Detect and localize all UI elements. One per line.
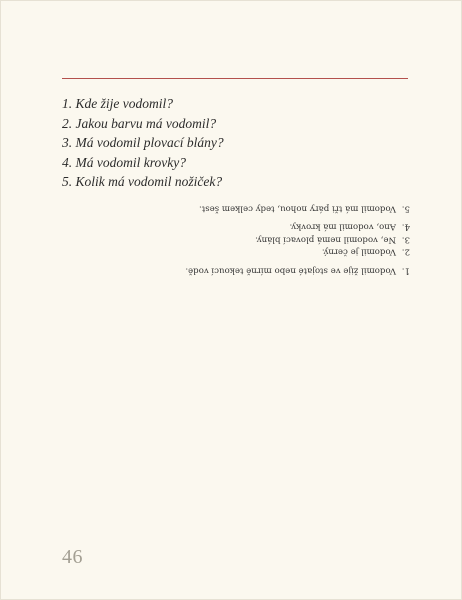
question-item: 2. Jakou barvu má vodomil? bbox=[62, 115, 217, 131]
answer-text: Vodomil má tři páry nohou, tedy celkem šest. bbox=[199, 203, 396, 214]
answer-number: 5. bbox=[401, 203, 410, 214]
answer-text: Vodomil je černý. bbox=[321, 247, 396, 257]
answer-item bbox=[138, 246, 410, 259]
answer-text: Vodomil žije ve stojaté nebo mírně tekoucí vodě. bbox=[185, 265, 396, 276]
answer-number: 1. bbox=[401, 265, 410, 276]
upside-down-answer-list bbox=[138, 202, 410, 277]
question-item: 4. Má vodomil krovky? bbox=[62, 154, 186, 170]
answer-number: 4. bbox=[401, 222, 410, 232]
page-number: 46 bbox=[62, 546, 83, 568]
question-item: 5. Kolik má vodomil nožiček? bbox=[62, 174, 223, 189]
answer-number: 3. bbox=[401, 234, 410, 245]
answer-item bbox=[138, 233, 410, 246]
answer-item bbox=[138, 202, 410, 215]
question-item: 1. Kde žije vodomil? bbox=[62, 96, 173, 111]
answer-text: Ano, vodomil má krovky. bbox=[289, 222, 396, 232]
question-item: 3. Má vodomil plovací blány? bbox=[62, 135, 224, 150]
answer-number: 2. bbox=[401, 247, 410, 257]
answer-text: Ne, vodomil nemá plovací blány. bbox=[255, 234, 396, 245]
answer-item bbox=[138, 264, 410, 277]
header-rule bbox=[62, 78, 408, 79]
answer-item bbox=[138, 221, 410, 234]
question-list bbox=[62, 94, 224, 192]
